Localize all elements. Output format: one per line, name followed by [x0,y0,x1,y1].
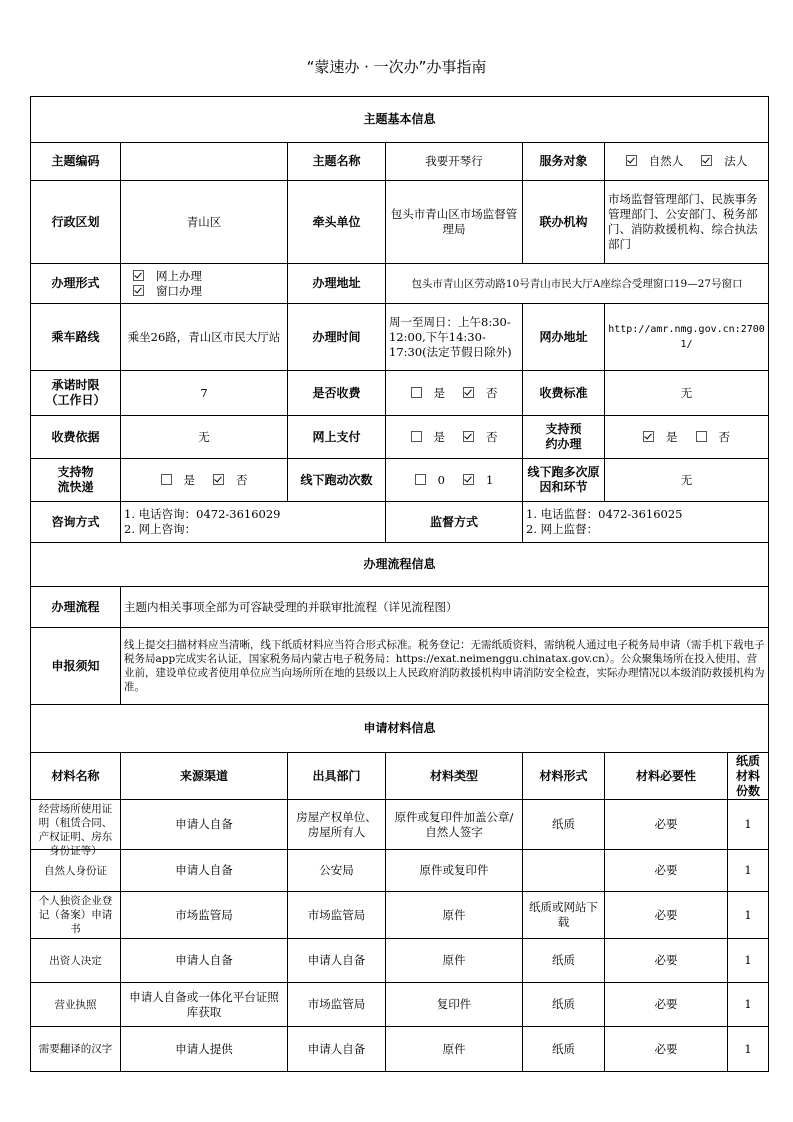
material-copies: 1 [728,1027,769,1072]
online-pay-options [386,416,523,459]
material-type: 原件或复印件 [386,850,523,892]
logistics-option-label: 否 [236,472,248,487]
material-copies: 1 [728,939,769,983]
lead-label: 牵头单位 [288,181,386,264]
target-option[interactable] [701,154,747,169]
material-copies: 1 [728,983,769,1027]
consult-phone: 1. 电话咨询：0472-3616029 [124,507,281,521]
supervise-label: 监督方式 [386,502,523,543]
guide-table [30,96,769,1072]
fee-basis-value: 无 [121,416,288,459]
material-name [31,800,121,857]
header-material-name: 材料名称 [31,753,121,800]
material-name-text: 经营场所使用证明（租赁合同、产权证明、房东身份证等） [38,803,113,857]
material-issuer: 公安局 [288,850,386,892]
header-necessity: 材料必要性 [605,753,728,800]
consult-online: 2. 网上咨询： [124,522,197,536]
multi-visit-value: 无 [605,459,769,502]
visits-label: 线下跑动次数 [288,459,386,502]
target-option[interactable] [626,154,684,169]
header-source: 来源渠道 [121,753,288,800]
material-necessity: 必要 [605,983,728,1027]
material-necessity: 必要 [605,939,728,983]
material-copies: 1 [728,800,769,850]
form-label: 办理形式 [31,264,121,304]
material-issuer: 申请人自备 [288,939,386,983]
material-type: 原件 [386,939,523,983]
supervise-value [523,502,769,543]
checkbox-icon[interactable] [411,431,422,442]
logistics-option[interactable] [161,473,196,488]
online-pay-option-label: 是 [433,429,445,444]
material-form: 纸质 [523,1027,605,1072]
fee-option-label: 是 [433,385,445,400]
online-pay-option[interactable] [411,430,446,445]
notice-label: 申报须知 [31,628,121,705]
checkbox-checked-icon[interactable] [463,387,474,398]
visits-options [386,459,523,502]
address-label: 办理地址 [288,264,386,304]
fee-std-value: 无 [605,371,769,416]
header-copies: 纸质材料份数 [728,753,769,800]
route-value: 乘坐26路，青山区市民大厅站 [121,304,288,371]
material-necessity: 必要 [605,1027,728,1072]
code-value [121,143,288,181]
joint-label: 联办机构 [523,181,605,264]
table-row [31,850,769,892]
reserve-option[interactable] [643,430,678,445]
material-issuer: 申请人自备 [288,1027,386,1072]
target-label: 服务对象 [523,143,605,181]
material-type: 复印件 [386,983,523,1027]
table-row [31,892,769,939]
table-row [31,983,769,1027]
table-row [31,939,769,983]
reserve-option[interactable] [696,430,731,445]
web-address-link[interactable]: http://amr.nmg.gov.cn:27001/ [605,304,769,371]
online-pay-option-label: 否 [486,429,498,444]
material-source: 申请人自备 [121,939,288,983]
target-option-label: 自然人 [648,154,684,168]
logistics-option-label: 是 [183,472,195,487]
material-form: 纸质 [523,800,605,850]
checkbox-checked-icon[interactable] [463,431,474,442]
supervise-online: 2. 网上监督： [526,522,599,536]
material-source: 申请人自备 [121,850,288,892]
promise-value: 7 [121,371,288,416]
online-pay-label: 网上支付 [288,416,386,459]
material-name [31,892,121,939]
form-option[interactable] [133,269,202,284]
logistics-label: 支持物 流快递 [31,459,121,502]
checkbox-checked-icon[interactable] [701,155,712,166]
checkbox-icon[interactable] [415,474,426,485]
form-options [121,264,288,304]
material-type: 原件或复印件加盖公章/自然人签字 [386,800,523,850]
online-pay-option[interactable] [463,430,498,445]
fee-option[interactable] [463,386,498,401]
material-necessity: 必要 [605,892,728,939]
reserve-options [605,416,769,459]
material-source: 申请人自备 [121,800,288,850]
header-form: 材料形式 [523,753,605,800]
section-process-info: 办理流程信息 [31,543,769,587]
fee-std-label: 收费标准 [523,371,605,416]
region-value: 青山区 [121,181,288,264]
logistics-option[interactable] [213,473,248,488]
checkbox-checked-icon[interactable] [643,431,654,442]
material-form: 纸质或网站下载 [523,892,605,939]
material-type: 原件 [386,1027,523,1072]
table-row [31,1027,769,1072]
form-option[interactable] [133,284,202,299]
target-option-label: 法人 [724,154,748,168]
logistics-options [121,459,288,502]
route-label: 乘车路线 [31,304,121,371]
material-necessity: 必要 [605,800,728,850]
form-option-label: 网上办理 [156,268,202,283]
visits-option-label: 0 [437,472,445,487]
fee-basis-label: 收费依据 [31,416,121,459]
material-issuer: 市场监管局 [288,892,386,939]
reserve-option-label: 否 [718,429,731,444]
material-name-text: 个人独资企业登记（备案）申请书 [38,895,113,935]
promise-label: 承诺时限 （工作日） [31,371,121,416]
header-issuer: 出具部门 [288,753,386,800]
form-option-label: 窗口办理 [156,283,202,298]
material-form [523,850,605,892]
notice-value: 线上提交扫描材料应当清晰，线下纸质材料应当符合形式标准。税务登记：无需纸质资料，需纳税人通过电子税务局申请（需手机下载电子税务局app完成实名认证，国家税务局内蒙古电子税务局：https://exat.neimenggu.chinatax.gov.cn）。公众聚集场所在投入使用、营业前，建设单位或者使用单位应当向场所所在地的县级以上人民政府消防救援机构申请消防安全检查，实际办理情况以本级消防救援机构为准。 [121,628,769,705]
material-name: 营业执照 [31,983,121,1027]
code-label: 主题编码 [31,143,121,181]
flow-value: 主题内相关事项全部为可容缺受理的并联审批流程（详见流程图） [121,587,769,628]
lead-value: 包头市青山区市场监督管理局 [386,181,523,264]
material-necessity: 必要 [605,850,728,892]
checkbox-checked-icon[interactable] [213,474,224,485]
checkbox-icon[interactable] [161,474,172,485]
flow-label: 办理流程 [31,587,121,628]
material-issuer: 市场监管局 [288,983,386,1027]
material-form: 纸质 [523,939,605,983]
fee-option[interactable] [411,386,446,401]
address-value: 包头市青山区劳动路10号青山市民大厅A座综合受理窗口19—27号窗口 [386,264,769,304]
region-label: 行政区划 [31,181,121,264]
material-type: 原件 [386,892,523,939]
page-title: “蒙速办 · 一次办”办事指南 [306,58,487,76]
checkbox-checked-icon[interactable] [133,285,144,296]
checkbox-checked-icon[interactable] [463,474,474,485]
material-issuer: 房屋产权单位、房屋所有人 [288,800,386,850]
supervise-phone: 1. 电话监督：0472-3616025 [526,507,683,521]
consult-label: 咨询方式 [31,502,121,543]
hours-value: 周一至周日：上午8:30-12:00,下午14:30-17:30(法定节假日除外) [386,304,523,371]
consult-value [121,502,386,543]
material-source: 申请人提供 [121,1027,288,1072]
material-copies: 1 [728,850,769,892]
material-source: 市场监管局 [121,892,288,939]
checkbox-icon[interactable] [411,387,422,398]
checkbox-icon[interactable] [696,431,707,442]
section-basic-info: 主题基本信息 [31,97,769,143]
name-value: 我要开琴行 [386,143,523,181]
section-materials-info: 申请材料信息 [31,705,769,753]
material-name: 需要翻译的汉字 [31,1027,121,1072]
reserve-option-label: 是 [666,429,678,444]
material-form: 纸质 [523,983,605,1027]
reserve-label: 支持预 约办理 [523,416,605,459]
header-type: 材料类型 [386,753,523,800]
multi-visit-label: 线下跑多次原 因和环节 [523,459,605,502]
material-copies: 1 [728,892,769,939]
material-name: 自然人身份证 [31,850,121,892]
fee-options [386,371,523,416]
fee-label: 是否收费 [288,371,386,416]
visits-option[interactable] [415,473,445,488]
table-row [31,800,769,850]
joint-value: 市场监督管理部门、民族事务管理部门、公安部门、税务部门、消防救援机构、综合执法部门 [605,181,769,264]
name-label: 主题名称 [288,143,386,181]
target-options [605,143,769,181]
checkbox-checked-icon[interactable] [626,155,637,166]
visits-option-label: 1 [486,472,494,487]
hours-label: 办理时间 [288,304,386,371]
web-label: 网办地址 [523,304,605,371]
checkbox-checked-icon[interactable] [133,270,144,281]
material-name: 出资人决定 [31,939,121,983]
material-source: 申请人自备或一体化平台证照库获取 [121,983,288,1027]
visits-option[interactable] [463,473,493,488]
materials-header-row [31,753,769,800]
fee-option-label: 否 [486,385,498,400]
